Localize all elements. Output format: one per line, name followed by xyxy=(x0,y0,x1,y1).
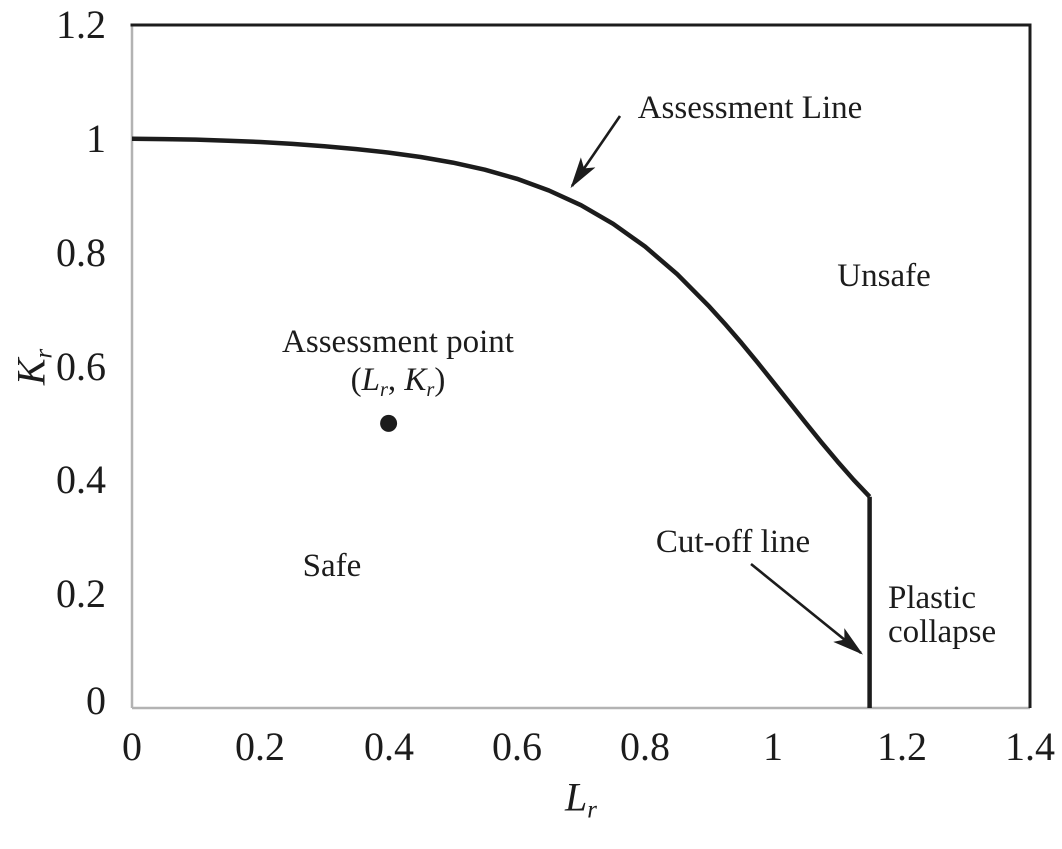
x-axis-title-sub: r xyxy=(587,796,597,824)
x-tick-label: 0.4 xyxy=(364,724,414,769)
x-tick-label: 1.4 xyxy=(1005,724,1055,769)
assessment-point-label-line2: (Lr, Kr) xyxy=(350,362,446,401)
x-axis-title xyxy=(565,774,597,825)
y-axis-title-sub: r xyxy=(30,348,58,359)
y-axis-title-main: K xyxy=(8,358,54,386)
assessment-point-label xyxy=(282,323,514,409)
assessment-point-label-line1: Assessment point xyxy=(282,324,514,361)
safe-label: Safe xyxy=(302,548,362,584)
y-tick-label: 0 xyxy=(86,678,106,723)
x-tick-label: 1.2 xyxy=(877,724,927,769)
assessment-line-label: Assessment Line xyxy=(637,90,863,126)
cutoff-label: Cut-off line xyxy=(655,524,811,560)
plastic-collapse-label-line2: collapse xyxy=(888,614,997,650)
x-tick-label: 0.2 xyxy=(235,724,285,769)
y-tick-label: 0.4 xyxy=(56,457,106,503)
unsafe-label: Unsafe xyxy=(837,258,931,294)
x-tick-label: 1 xyxy=(763,724,783,769)
x-axis-title-main: L xyxy=(565,774,588,820)
y-tick-label: 1 xyxy=(86,115,106,161)
x-tick-label: 0.8 xyxy=(620,724,670,769)
y-tick-label: 0.6 xyxy=(56,343,106,389)
y-tick-label: 0.8 xyxy=(56,229,106,275)
plastic-collapse-label xyxy=(888,581,996,649)
cutoff-arrow xyxy=(751,564,861,653)
x-tick-label: 0 xyxy=(122,724,142,769)
assessment-line-curve xyxy=(132,139,870,497)
y-tick-label: 0.2 xyxy=(56,571,106,617)
x-tick-label: 0.6 xyxy=(492,724,542,769)
assessment-point-marker xyxy=(380,415,397,432)
plastic-collapse-label-line1: Plastic xyxy=(888,580,976,616)
y-tick-label: 1.2 xyxy=(56,2,106,47)
assessment-line-arrow xyxy=(572,116,620,186)
y-axis-title xyxy=(8,349,59,385)
